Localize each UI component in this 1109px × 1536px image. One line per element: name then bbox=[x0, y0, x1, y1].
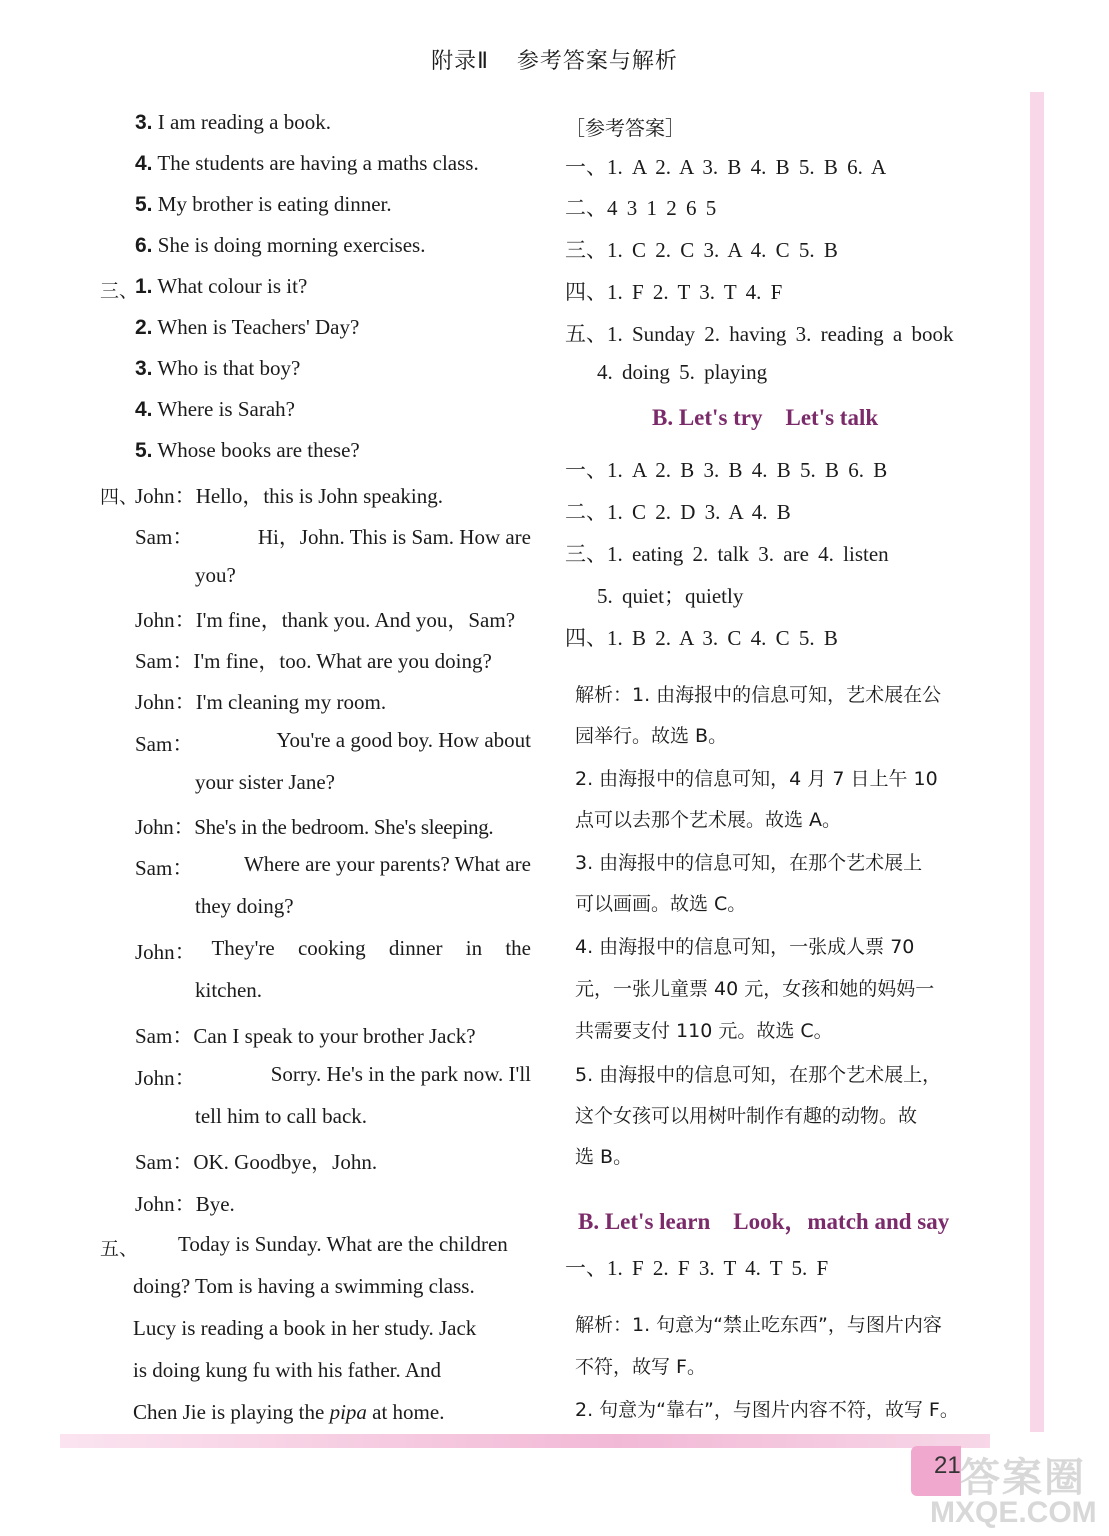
dialogue-continuation: kitchen. bbox=[195, 978, 263, 1002]
explanation-line: 元，一张儿童票 40 元，女孩和她的妈妈一 bbox=[575, 978, 935, 1000]
dialogue-line: Sam： You're a good boy. How about bbox=[135, 728, 531, 756]
dialogue-line: Sam： Hi，John. This is Sam. How are bbox=[135, 525, 531, 549]
section-marker: 四、 bbox=[100, 486, 139, 508]
answer-row: 一、1. A 2. A 3. B 4. B 5. B 6. A bbox=[565, 155, 887, 179]
dialogue-line: Sam：Can I speak to your brother Jack? bbox=[135, 1024, 476, 1048]
answer-row: 五、1. Sunday 2. having 3. reading a book bbox=[565, 322, 954, 346]
explanation-line: 点可以去那个艺术展。故选 A。 bbox=[575, 809, 842, 831]
watermark-logo: 答案圈 bbox=[960, 1455, 1086, 1501]
explanation-line: 选 B。 bbox=[575, 1146, 633, 1168]
section-marker: 五、 bbox=[100, 1238, 139, 1260]
passage-line: doing? Tom is having a swimming class. bbox=[133, 1274, 475, 1298]
answer-line: 4. The students are having a maths class. bbox=[135, 151, 479, 175]
dialogue-line: John： Sorry. He's in the park now. I'll bbox=[135, 1062, 531, 1090]
dialogue-line: Sam：I'm fine，too. What are you doing? bbox=[135, 649, 492, 673]
explanation-line: 5. 由海报中的信息可知，在那个艺术展上， bbox=[575, 1064, 942, 1086]
section-heading: B. Let's try Let's talk bbox=[652, 405, 879, 430]
right-margin-bar bbox=[1030, 92, 1044, 1432]
answer-line: 1. What colour is it? bbox=[135, 274, 308, 298]
answer-row: 二、1. C 2. D 3. A 4. B bbox=[565, 500, 791, 524]
page-header bbox=[0, 44, 1109, 75]
passage-line: Lucy is reading a book in her study. Jack bbox=[133, 1316, 477, 1340]
explanation-line: 园举行。故选 B。 bbox=[575, 725, 728, 747]
bottom-margin-bar bbox=[60, 1434, 990, 1448]
dialogue-line: Sam：OK. Goodbye，John. bbox=[135, 1150, 378, 1174]
dialogue-line: John：Hello，this is John speaking. bbox=[135, 484, 444, 508]
appendix-label: 附录Ⅱ bbox=[431, 49, 489, 74]
explanation-line: 可以画画。故选 C。 bbox=[575, 893, 747, 915]
header-title: 参考答案与解析 bbox=[516, 49, 678, 74]
explanation-line: 2. 由海报中的信息可知，4 月 7 日上午 10 bbox=[575, 768, 938, 790]
dialogue-continuation: your sister Jane? bbox=[195, 770, 335, 794]
dialogue-continuation: you? bbox=[195, 563, 236, 587]
answer-row: 三、1. C 2. C 3. A 4. C 5. B bbox=[565, 238, 838, 262]
dialogue-continuation: tell him to call back. bbox=[195, 1104, 368, 1128]
answer-line: 6. She is doing morning exercises. bbox=[135, 233, 426, 257]
answer-line: 3. Who is that boy? bbox=[135, 356, 301, 380]
answer-row: 四、1. B 2. A 3. C 4. C 5. B bbox=[565, 626, 838, 650]
explanation-line: 解析：1. 由海报中的信息可知，艺术展在公 bbox=[575, 684, 942, 706]
passage-line: Chen Jie is playing the pipa at home. bbox=[133, 1400, 445, 1424]
answer-row: 一、1. F 2. F 3. T 4. T 5. F bbox=[565, 1256, 829, 1280]
answer-row: 一、1. A 2. B 3. B 4. B 5. B 6. B bbox=[565, 458, 888, 482]
answer-row: 4. doing 5. playing bbox=[597, 360, 768, 384]
dialogue-line: John：She's in the bedroom. She's sleeping. bbox=[135, 815, 494, 839]
explanation-line: 解析：1. 句意为“禁止吃东西”，与图片内容 bbox=[575, 1314, 942, 1336]
explanation-line: 3. 由海报中的信息可知，在那个艺术展上 bbox=[575, 852, 923, 874]
section-marker: 三、 bbox=[100, 280, 139, 302]
explanation-line: 2. 句意为“靠右”，与图片内容不符，故写 F。 bbox=[575, 1399, 959, 1421]
answer-line: 2. When is Teachers' Day? bbox=[135, 315, 360, 339]
page-number: 21 bbox=[934, 1452, 961, 1479]
watermark-url: MXQE.COM bbox=[930, 1496, 1097, 1529]
answer-line: 3. I am reading a book. bbox=[135, 110, 331, 134]
explanation-line: 4. 由海报中的信息可知，一张成人票 70 bbox=[575, 936, 915, 958]
dialogue-line: John：I'm fine，thank you. And you，Sam? bbox=[135, 608, 516, 632]
dialogue-line: Sam： Where are your parents? What are bbox=[135, 852, 531, 880]
answer-line: 5. Whose books are these? bbox=[135, 438, 360, 462]
explanation-line: 不符，故写 F。 bbox=[575, 1356, 706, 1378]
dialogue-line: John：I'm cleaning my room. bbox=[135, 690, 387, 714]
passage-line: Today is Sunday. What are the children bbox=[178, 1232, 508, 1256]
explanation-line: 共需要支付 110 元。故选 C。 bbox=[575, 1020, 833, 1042]
dialogue-line: John： They're cooking dinner in the bbox=[135, 936, 531, 964]
answer-row: 5. quiet；quietly bbox=[597, 584, 744, 608]
passage-line: is doing kung fu with his father. And bbox=[133, 1358, 441, 1382]
answer-line: 4. Where is Sarah? bbox=[135, 397, 295, 421]
section-heading: B. Let's learn Look，match and say bbox=[578, 1209, 950, 1234]
explanation-line: 这个女孩可以用树叶制作有趣的动物。故 bbox=[575, 1105, 918, 1127]
dialogue-line: John：Bye. bbox=[135, 1192, 235, 1216]
reference-answer-label: ［参考答案］ bbox=[565, 116, 685, 140]
answer-row: 二、4 3 1 2 6 5 bbox=[565, 196, 717, 220]
answer-row: 四、1. F 2. T 3. T 4. F bbox=[565, 280, 783, 304]
answer-line: 5. My brother is eating dinner. bbox=[135, 192, 392, 216]
answer-row: 三、1. eating 2. talk 3. are 4. listen bbox=[565, 542, 889, 566]
dialogue-continuation: they doing? bbox=[195, 894, 294, 918]
